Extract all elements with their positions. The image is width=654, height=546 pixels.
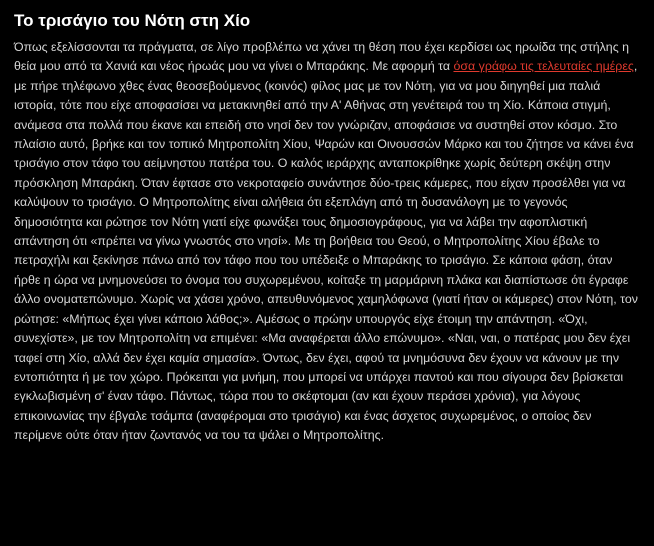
article-title: Το τρισάγιο του Νότη στη Χίο bbox=[14, 11, 251, 30]
article-body-text-rest: , με πήρε τηλέφωνο χθες ένας θεοσεβούμενος (κοινός) φίλος μας με τον Νότη, για να μου διηγηθεί μια παλιά ιστορία, τότε που είχε αποφασίσει να μετακινηθεί από την Α' Αθήνας στη γενέτειρά του τη Χίο. Κάποια στιγμή, ανάμεσα στα πολλά που έκανε και επειδή στο νησί δεν τον γνώριζαν, αποφάσισε να συστηθεί στον κόσμο. Στο πλαίσιο αυτό, βρήκε και τον τοπικό Μητροπολίτη Χίου, Ψαρών και Οινουσσών Μάρκο και του ζήτησε να κάνει ένα τρισάγιο στον τάφο του αείμνηστου πατέρα του. Ο καλός ιεράρχης ανταποκρίθηκε χωρίς δεύτερη σκέψη στην πρόσκληση Μπαράκη. Όταν έφτασε στο νεκροταφείο συνάντησε δύο-τρεις κάμερες, που είχαν προσέλθει για να καλύψουν το τρισάγιο. Ο Μητροπολίτης είναι αλήθεια ότι εξεπλάγη από τη δυσανάλογη με το γεγονός δημοσιότητα και ρώτησε τον Νότη γιατί είχε φωνάξει τους δημοσιογράφους, για να λάβει την αφοπλιστική απάντηση ότι «πρέπει να γίνω γνωστός στο νησί». Με τη βοήθεια του Θεού, ο Μητροπολίτης Χίου έβαλε το πετραχήλι και ξεκίνησε πάνω από τον τάφο που του υπέδειξε ο Μπαράκης το τρισάγιο. Σε κάποια φάση, όταν ήρθε η ώρα να μνημονεύσει το όνομα του συχωρεμένου, κοίταξε τη μαρμάρινη πλάκα και διαπίστωσε ότι έγραφε άλλο ονοματεπώνυμο. Χωρίς να χάσει χρόνο, απευθυνόμενος χαμηλόφωνα (γιατί ήταν οι κάμερες) στον Νότη, τον ρώτησε: «Μήπως έχει γίνει κάποιο λάθος;». Αμέσως ο πρώην υπουργός είχε έτοιμη την απάντηση. «Όχι, συνεχίστε», με τον Μητροπολίτη να επιμένει: «Μα αναφέρεται άλλο επώνυμο». «Ναι, ναι, ο πατέρας μου δεν έχει ταφεί στη Χίο, αλλά δεν έχει καμία σημασία». Όντως, δεν έχει, αφού τα μνημόσυνα δεν έχουν να κάνουν με την εντοπιότητα ή με τον χώρο. Πρόκειται για μνήμη, που μπορεί να υπάρχει παντού και που σίγουρα δεν βρίσκεται εγκλωβισμένη σ' έναν τάφο. Πάντως, τώρα που το σκέφτομαι (αν και έχουν περάσει χρόνια), για λόγους επικοινωνίας την έβγαλε τσάμπα (αναφέρομαι στο τρισάγιο) και ένας άσχετος συχωρεμένος, ο οποίος δεν περίμενε ούτε όταν ήταν ζωντανός να του τα ψάλει ο Μητροπολίτης. bbox=[14, 59, 638, 443]
article-body bbox=[14, 38, 638, 446]
article-body-text-start: Όπως εξελίσσονται τα πράγματα, σε λίγο προβλέπω να χάνει τη θέση που έχει κερδίσει ως ηρωίδα της στήλης η θεία μου από τα Χανιά και νέος ήρωάς μου να γίνει ο Μπαράκης. Με αφορμή τα bbox=[14, 40, 629, 74]
previous-articles-link[interactable]: όσα γράφω τις τελευταίες ημέρες bbox=[453, 59, 634, 74]
